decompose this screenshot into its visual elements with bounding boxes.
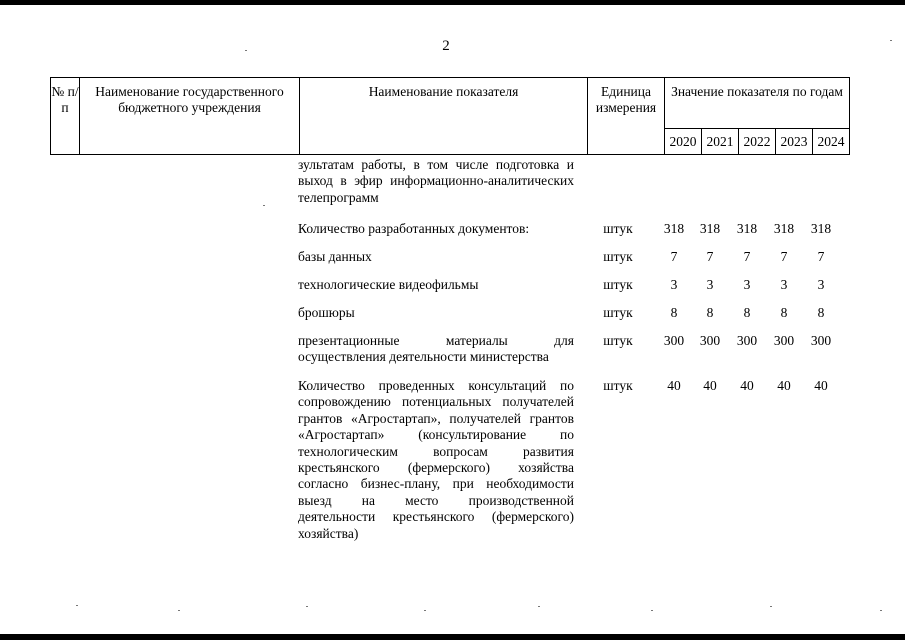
header-year: 2020	[665, 129, 702, 155]
row-value: 8	[817, 305, 825, 320]
header-values: Значение показателя по годам	[665, 78, 850, 129]
row-value: 40	[703, 378, 717, 393]
header-year: 2024	[813, 129, 850, 155]
scan-border-top	[0, 0, 905, 5]
scan-speck	[263, 205, 265, 206]
row-value: 40	[667, 378, 681, 393]
row-unit: штук	[603, 305, 633, 320]
row-value: 3	[817, 277, 825, 292]
row-value: 7	[780, 249, 788, 264]
row-value: 300	[736, 333, 758, 348]
row-unit: штук	[603, 221, 633, 236]
page-number: 2	[442, 38, 450, 54]
scan-speck	[880, 610, 882, 611]
row-value: 300	[810, 333, 832, 348]
scan-border-bottom	[0, 634, 905, 640]
row-value: 7	[743, 249, 751, 264]
scan-speck	[76, 605, 78, 606]
scan-speck	[178, 610, 180, 611]
row-value: 8	[670, 305, 678, 320]
row-indicator: технологические видеофильмы	[298, 277, 479, 292]
header-year: 2021	[702, 129, 739, 155]
row-value: 7	[706, 249, 714, 264]
row-value: 318	[773, 221, 795, 236]
row-value: 8	[780, 305, 788, 320]
scan-speck	[651, 610, 653, 611]
header-year: 2023	[776, 129, 813, 155]
row-value: 3	[780, 277, 788, 292]
row-value: 8	[743, 305, 751, 320]
row-value: 318	[663, 221, 685, 236]
row-indicator: брошюры	[298, 305, 355, 320]
row-unit: штук	[603, 378, 633, 393]
table-header	[50, 77, 850, 155]
scan-speck	[424, 610, 426, 611]
row-value: 3	[670, 277, 678, 292]
row-value: 40	[777, 378, 791, 393]
header-unit: Единица измерения	[588, 78, 665, 155]
row-value: 8	[706, 305, 714, 320]
scan-speck	[245, 50, 247, 51]
header-institution: Наименование государственного бюджетного учреждения	[80, 78, 300, 155]
header-year: 2022	[739, 129, 776, 155]
scan-speck	[538, 606, 540, 607]
row-value: 40	[814, 378, 828, 393]
row-value: 318	[736, 221, 758, 236]
row-unit: штук	[603, 249, 633, 264]
row-indicator: зультатам работы, в том числе подготовка и выход в эфир информационно-аналитических телепрограмм	[298, 157, 574, 205]
row-indicator: Количество проведенных консультаций по сопровождению потенциальных получателей грантов «Агростартап», получателей грантов «Агростартап» (консультирование по технологическим вопросам развития крестьянского (фермерского) хозяйства согласно бизнес-плану, при необходимости выезд на место производственной деятельности крестьянского (фермерского) хозяйства)	[298, 378, 574, 541]
row-value: 7	[670, 249, 678, 264]
row-value: 300	[773, 333, 795, 348]
header-num: № п/п	[51, 78, 80, 155]
row-indicator: презентационные материалы для осуществления деятельности министерства	[298, 333, 574, 365]
row-value: 300	[699, 333, 721, 348]
row-unit: штук	[603, 333, 633, 348]
row-value: 300	[663, 333, 685, 348]
row-value: 318	[699, 221, 721, 236]
row-value: 40	[740, 378, 754, 393]
header-indicator: Наименование показателя	[300, 78, 588, 155]
row-indicator: Количество разработанных документов:	[298, 221, 530, 236]
row-value: 3	[743, 277, 751, 292]
scan-speck	[770, 606, 772, 607]
row-value: 318	[810, 221, 832, 236]
scan-speck	[306, 606, 308, 607]
scan-speck	[890, 40, 892, 41]
row-unit: штук	[603, 277, 633, 292]
row-indicator: базы данных	[298, 249, 372, 264]
row-value: 3	[706, 277, 714, 292]
row-value: 7	[817, 249, 825, 264]
